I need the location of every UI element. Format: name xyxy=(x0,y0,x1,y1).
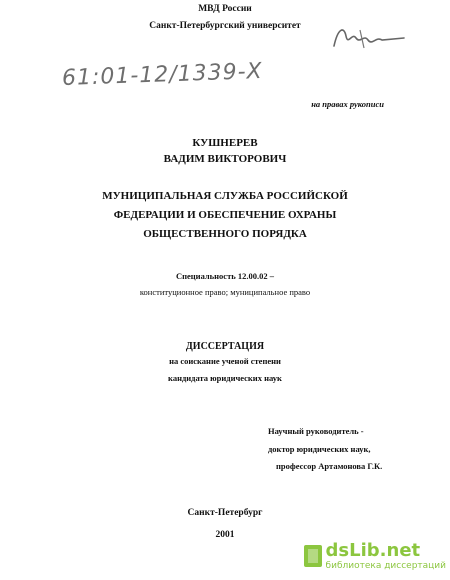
title-line-1: МУНИЦИПАЛЬНАЯ СЛУЖБА РОССИЙСКОЙ xyxy=(102,190,348,202)
year: 2001 xyxy=(215,530,235,540)
degree-line-2: кандидата юридических наук xyxy=(168,373,282,383)
specialty-line-2: конституционное право; муниципальное право xyxy=(139,287,311,297)
dissertation-heading: ДИССЕРТАЦИЯ xyxy=(185,341,265,352)
handwritten-signature xyxy=(330,22,410,54)
dslib-logo-text: dsLib.net xyxy=(325,539,421,561)
specialty-line-1: Специальность 12.00.02 – xyxy=(175,271,275,281)
title-line-3: ОБЩЕСТВЕННОГО ПОРЯДКА xyxy=(143,228,307,240)
dslib-watermark[interactable] xyxy=(304,538,446,574)
author-surname: КУШНЕРЕВ xyxy=(192,137,258,149)
title-line-2: ФЕДЕРАЦИИ И ОБЕСПЕЧЕНИЕ ОХРАНЫ xyxy=(113,209,337,221)
supervisor-line-1: Научный руководитель - xyxy=(268,426,364,436)
ministry-line: МВД России xyxy=(198,4,252,14)
archive-code-handwritten: 61:01-12/1339-Х xyxy=(61,59,264,91)
rights-note: на правах рукописи xyxy=(311,99,384,109)
city: Санкт-Петербург xyxy=(187,508,263,518)
university-line: Санкт-Петербургский университет xyxy=(149,21,301,31)
author-name: ВАДИМ ВИКТОРОВИЧ xyxy=(163,153,287,165)
degree-line-1: на соискание ученой степени xyxy=(169,356,281,366)
supervisor-line-3: профессор Артамонова Г.К. xyxy=(276,461,383,471)
dslib-caption: библиотека диссертаций xyxy=(325,560,446,571)
supervisor-line-2: доктор юридических наук, xyxy=(268,444,371,454)
dslib-logo-icon xyxy=(304,545,322,567)
